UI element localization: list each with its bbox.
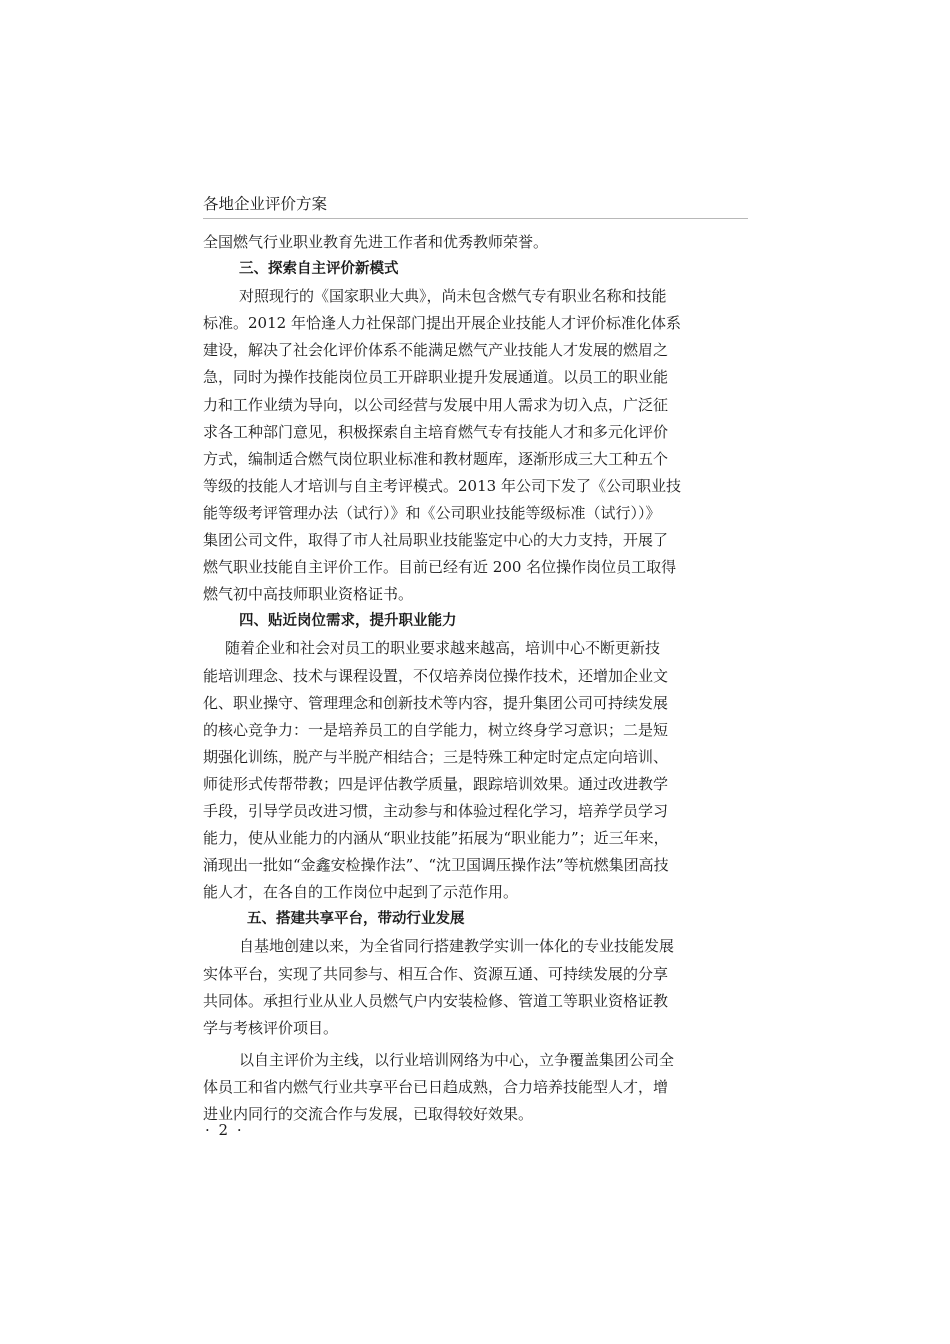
text-line: 学与考核评价项目。 (203, 1018, 339, 1037)
text-line: 手段，引导学员改进习惯，主动参与和体验过程化学习，培养学员学习 (203, 801, 669, 820)
text-line: 期强化训练，脱产与半脱产相结合；三是特殊工种定时定点定向培训、 (203, 747, 669, 766)
page-number: · 2 · (205, 1121, 244, 1139)
text-line: 燃气职业技能自主评价工作。目前已经有近 200 名位操作岗位员工取得 (203, 558, 677, 577)
text-line: 集团公司文件，取得了市人社局职业技能鉴定中心的大力支持，开展了 (203, 531, 669, 550)
text-line: 进业内同行的交流合作与发展，已取得较好效果。 (203, 1105, 534, 1123)
text-line: 对照现行的《国家职业大典》，尚未包含燃气专有职业名称和技能 (239, 287, 667, 306)
text-line: 等级的技能人才培训与自主考评模式。2013 年公司下发了《公司职业技 (203, 476, 681, 495)
section-heading: 五、搭建共享平台，带动行业发展 (247, 911, 465, 928)
page-header (203, 192, 748, 219)
text-line: 建设，解决了社会化评价体系不能满足燃气产业技能人才发展的燃眉之 (203, 341, 669, 360)
text-line: 的核心竞争力：一是培养员工的自学能力，树立终身学习意识；二是短 (203, 720, 669, 739)
section-heading: 三、探索自主评价新模式 (239, 261, 399, 278)
text-line: 共同体。承担行业从业人员燃气户内安装检修、管道工等职业资格证教 (203, 991, 669, 1010)
text-line: 能等级考评管理办法（试行）》和《公司职业技能等级标准（试行））》 (203, 503, 661, 522)
text-line: 全国燃气行业职业教育先进工作者和优秀教师荣誉。 (203, 233, 549, 251)
text-line: 随着企业和社会对员工的职业要求越来越高，培训中心不断更新技 (225, 639, 661, 658)
document-body (203, 229, 763, 1128)
text-line: 求各工种部门意见，积极探索自主培育燃气专有技能人才和多元化评价 (203, 422, 669, 441)
header-title: 各地企业评价方案 (203, 195, 328, 213)
text-line: 急，同时为操作技能岗位员工开辟职业提升发展通道。以员工的职业能 (203, 368, 669, 387)
text-line: 师徒形式传帮带教；四是评估教学质量，跟踪培训效果。通过改进教学 (203, 774, 669, 793)
text-line: 能培训理念、技术与课程设置，不仅培养岗位操作技术，还增加企业文 (203, 666, 669, 685)
text-line: 力和工作业绩为导向，以公司经营与发展中用人需求为切入点，广泛征 (203, 395, 669, 414)
section-heading: 四、贴近岗位需求，提升职业能力 (239, 613, 457, 630)
text-line: 以自主评价为主线，以行业培训网络为中心，立争覆盖集团公司全 (239, 1050, 675, 1069)
text-line: 化、职业操守、管理理念和创新技术等内容，提升集团公司可持续发展 (203, 693, 669, 712)
text-line: 自基地创建以来，为全省同行搭建教学实训一体化的专业技能发展 (239, 937, 675, 956)
text-line: 能力，使从业能力的内涵从“职业技能”拓展为“职业能力”；近三年来， (203, 829, 669, 848)
text-line: 方式，编制适合燃气岗位职业标准和教材题库，逐渐形成三大工种五个 (203, 449, 669, 468)
text-line: 实体平台，实现了共同参与、相互合作、资源互通、可持续发展的分享 (203, 964, 669, 983)
text-line: 能人才，在各自的工作岗位中起到了示范作用。 (203, 883, 519, 902)
text-line: 燃气初中高技师职业资格证书。 (203, 585, 414, 604)
text-line: 涌现出一批如“金鑫安检操作法”、“沈卫国调压操作法”等杭燃集团高技 (203, 856, 669, 875)
text-line: 体员工和省内燃气行业共享平台已日趋成熟，合力培养技能型人才，增 (203, 1077, 669, 1096)
text-line: 标准。2012 年恰逢人力社保部门提出开展企业技能人才评价标准化体系 (203, 314, 681, 333)
